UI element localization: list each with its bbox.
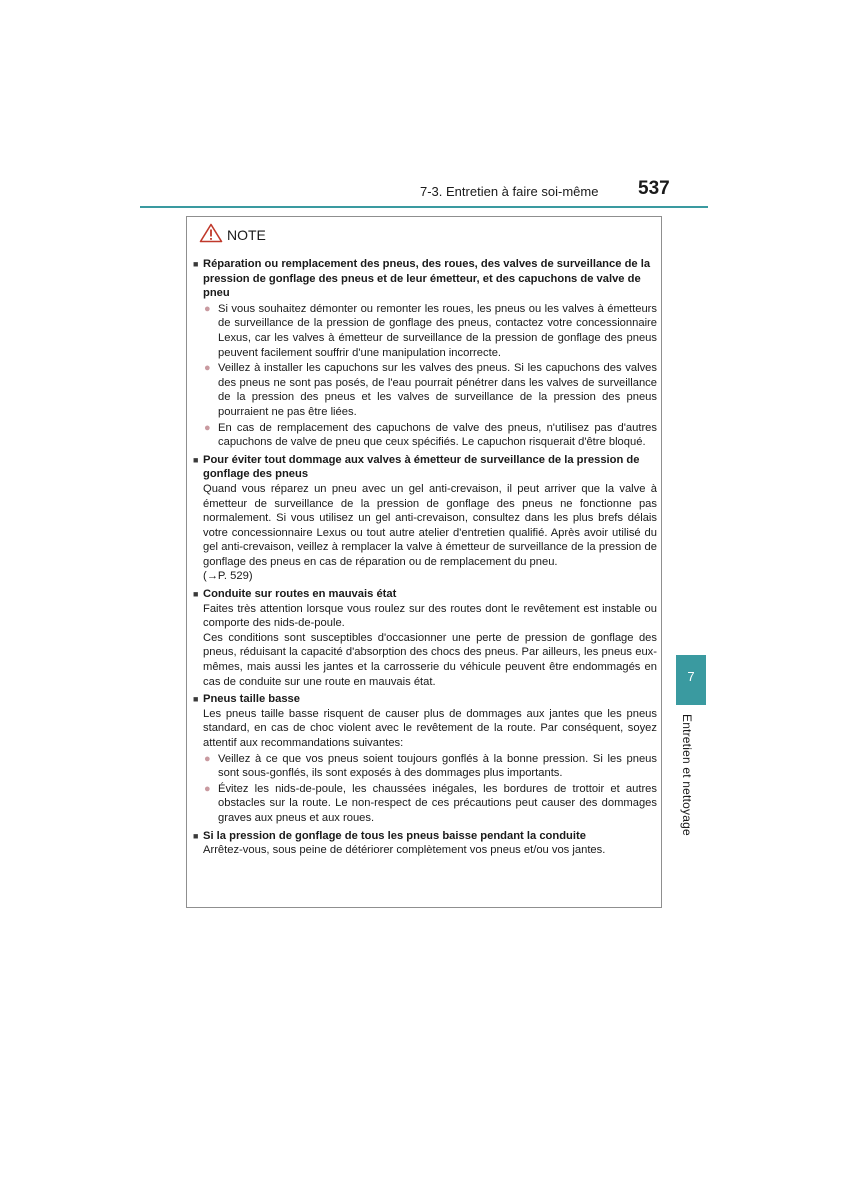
square-bullet-icon: ■ [193,830,199,841]
square-bullet-icon: ■ [193,589,199,600]
warning-triangle-icon [199,223,223,246]
square-bullet-icon: ■ [193,454,199,465]
paragraph: Ces conditions sont susceptibles d'occasionner une perte de pression de gonflage des pneus, réduisant la capacité d'absorption des chocs des pneus. Par ailleurs, les pneus eux-mêmes, mais aussi les jantes et la carrosserie du véhicule peuvent être endommagés en cas de conduite sur une route en mauvais état. [203,631,657,688]
section-heading: Conduite sur routes en mauvais état [203,588,397,601]
round-bullet-icon: ● [204,782,211,795]
list-item: ● Si vous souhaitez démonter ou remonter les roues, les pneus ou les valves à émetteurs de surveillance de la pression de gonflage des pneus, contactez votre concessionnaire Lexus, car les valves à émetteur de surveillance de la pression de gonflage des pneus peuvent facilement souffrir d'une manipulation incorrecte. [204,302,657,359]
paragraph: Faites très attention lorsque vous roulez sur des routes dont le revêtement est instable ou comporte des nids-de-poule. [203,602,657,630]
square-bullet-icon: ■ [193,694,199,705]
section-heading: Pneus taille basse [203,693,301,706]
round-bullet-icon: ● [204,302,211,315]
note-title: NOTE [227,226,266,243]
section-heading: Si la pression de gonflage de tous les pneus baisse pendant la conduite [203,829,586,842]
list-item: ● Veillez à installer les capuchons sur les valves des pneus. Si les capuchons des valves des pneus ne sont pas posés, de l'eau pourrait pénétrer dans les valves de surveillance de la pression des pneus et les valves de surveillance de la pression des pneus pourraient ne pas être liées. [204,362,657,418]
note-box [186,216,662,908]
section-heading: Pour éviter tout dommage aux valves à émetteur de surveillance de la pression de gonflage des pneus [203,453,640,481]
note-section [193,453,657,584]
note-section [193,587,657,689]
page-number: 537 [638,178,670,199]
round-bullet-icon: ● [204,752,211,765]
list-item: ● Veillez à ce que vos pneus soient toujours gonflés à la bonne pression. Si les pneus sont sous-gonflés, ils sont exposés à des dommages plus importants. [204,752,657,780]
section-heading: Réparation ou remplacement des pneus, des roues, des valves de surveillance de la pression de gonflage des pneus et de leur émetteur, et des capuchons de valve de pneu [203,258,651,300]
round-bullet-icon: ● [204,362,211,375]
note-section [193,829,657,858]
paragraph: Arrêtez-vous, sous peine de détériorer complètement vos pneus et/ou vos jantes. [203,844,606,857]
paragraph: Les pneus taille basse risquent de causer plus de dommages aux jantes que les pneus standard, en cas de choc violent avec le revêtement de la route. Par conséquent, soyez attentif aux recommandations suivantes: [203,707,657,749]
list-item: ● Évitez les nids-de-poule, les chaussées inégales, les bordures de trottoir et autres obstacles sur la route. Le non-respect de ces précautions peut causer des dommages graves aux pneus et aux roues. [204,782,657,824]
paragraph: Quand vous réparez un pneu avec un gel anti-crevaison, il peut arriver que la valve à émetteur de surveillance de la pression de gonflage des pneus ne fonctionne pas normalement. Si vous utilisez un gel anti-crevaison, consultez dans les plus brefs délais votre concessionnaire Lexus ou tout autre atelier d'entretien qualifié. Après avoir utilisé du gel anti-crevaison, veillez à remplacer la valve à émetteur de surveillance de la pression de gonflage des pneus en cas de réparation ou de remplacement du pneu. [203,482,657,568]
note-header [199,223,266,246]
chapter-label: Entretien et nettoyage [680,714,694,836]
list-item: ● En cas de remplacement des capuchons de valve des pneus, n'utilisez pas d'autres capuchons de valve de pneu que ceux spécifiés. Le capuchon risquerait d'être bloqué. [204,421,657,449]
chapter-tab: 7 [676,655,706,705]
header-rule [140,206,708,208]
section-title: 7-3. Entretien à faire soi-même [420,184,599,199]
square-bullet-icon: ■ [193,259,199,269]
note-section [193,257,657,450]
page-reference: (→P. 529) [203,570,253,583]
round-bullet-icon: ● [204,421,211,434]
note-section [193,692,657,825]
note-content [193,257,657,861]
